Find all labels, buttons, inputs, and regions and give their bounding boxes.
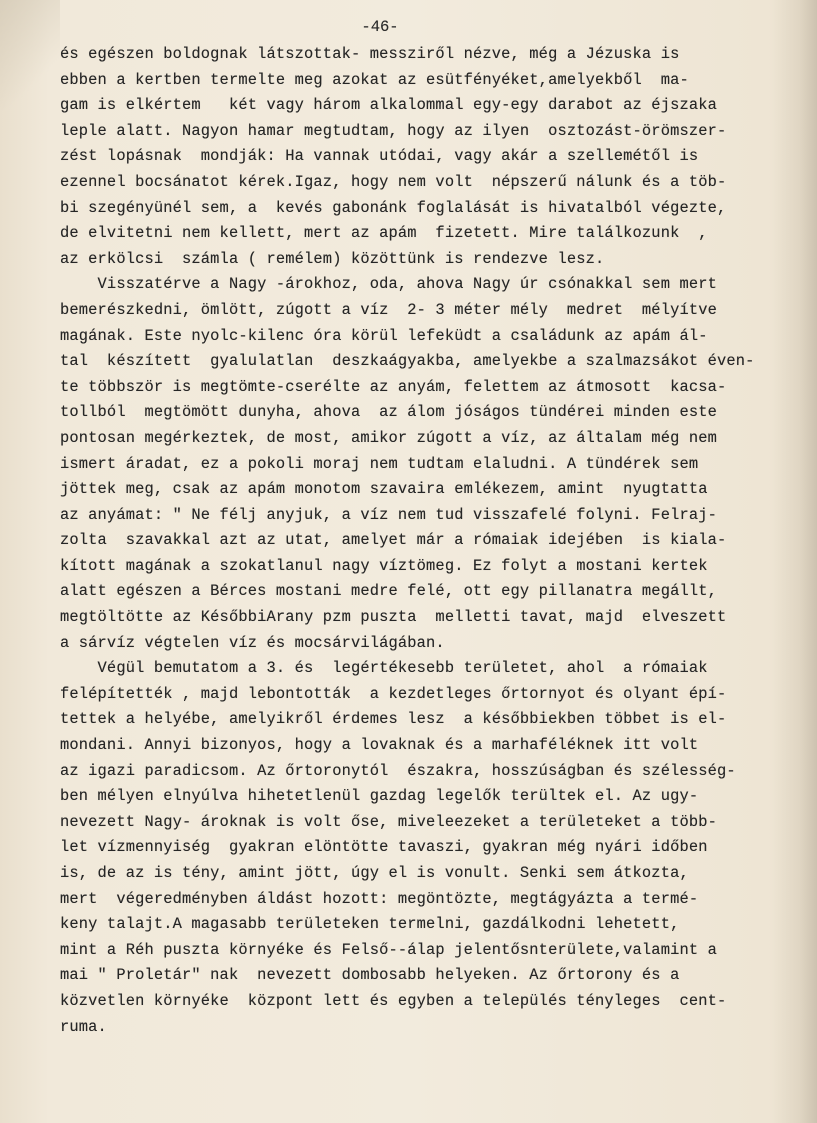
text-line: felépítették , majd lebontották a kezdetleges őrtornyot és olyant épí- [60,684,727,703]
text-line: a sárvíz végtelen víz és mocsárvilágában. [60,633,445,652]
text-line: magának. Este nyolc-kilenc óra körül lefeküdt a családunk az apám ál- [60,326,708,345]
text-line: mondani. Annyi bizonyos, hogy a lovaknak és a marhaféléknek itt volt [60,736,699,755]
text-line: bemerészkedni, ömlött, zúgott a víz 2- 3 méter mély medret mélyítve [60,300,718,319]
text-line: alatt egészen a Bérces mostani medre felé, ott egy pillanatra megállt, [60,582,718,601]
text-line: tal készített gyalulatlan deszkaágyakba, amelyekbe a szalmazsákot éven- [60,352,755,371]
text-line: jöttek meg, csak az apám monotom szavaira emlékezem, amint nyugtatta [60,480,708,499]
text-line: leple alatt. Nagyon hamar megtudtam, hogy az ilyen osztozást-örömszer- [60,121,727,140]
text-line: is, de az is tény, amint jött, úgy el is vonult. Senki sem átkozta, [60,864,689,882]
text-line: keny talajt.A magasabb területeken termelni, gazdálkodni lehetett, [60,915,680,934]
text-line: ben mélyen elnyúlva hihetetlenül gazdag legelők terültek el. Az ugy- [60,787,699,806]
text-line: és egészen boldognak látszottak- messziről nézve, még a Jézuska is [60,45,680,63]
page-number: -46- [361,18,399,36]
text-line: az erkölcsi számla ( remélem) közöttünk is rendezve lesz. [60,249,605,268]
text-line: megtöltötte az KésőbbiArany pzm puszta melletti tavat, majd elveszett [60,608,727,627]
text-line: te többször is megtömte-cserélte az anyám, felettem az átmosott kacsa- [60,377,727,396]
text-line: ebben a kertben termelte meg azokat az esütfényéket,amelyekből ma- [60,70,689,89]
text-line: ezennel bocsánatot kérek.Igaz, hogy nem volt népszerű nálunk és a töb- [60,172,727,191]
text-line: zést lopásnak mondják: Ha vannak utódai, vagy akár a szellemétől is [60,147,699,166]
text-line: gam is elkértem két vagy három alkalommal egy-egy darabot az éjszaka [60,96,718,115]
text-line: ismert áradat, ez a pokoli moraj nem tudtam elaludni. A tündérek sem [60,454,699,473]
paper-fold-shadow [0,0,60,110]
text-line: kított magának a szokatlanul nagy víztömeg. Ez folyt a mostani kertek [60,556,708,575]
text-line: az anyámat: " Ne félj anyjuk, a víz nem tud visszafelé folyni. Felraj- [60,505,718,524]
text-line: Visszatérve a Nagy -árokhoz, oda, ahova Nagy úr csónakkal sem mert [60,275,718,294]
text-line: bi szegényünél sem, a kevés gabonánk foglalását is hivatalból végezte, [60,198,727,217]
body-text [60,42,766,1040]
text-line: nevezett Nagy- ároknak is volt őse, miveleezeket a területeket a több- [60,812,718,831]
text-line: Végül bemutatom a 3. és legértékesebb területet, ahol a rómaiak [60,659,708,678]
text-line: tettek a helyébe, amelyikről érdemes lesz a későbbiekben többet is el- [60,710,727,729]
text-line: mint a Réh puszta környéke és Felső--álap jelentősnterülete,valamint a [60,940,718,959]
text-line: pontosan megérkeztek, de most, amikor zúgott a víz, az általam még nem [60,428,718,447]
text-line: ruma. [60,1017,107,1036]
text-line: zolta szavakkal azt az utat, amelyet már a rómaiak idejében is kiala- [60,531,727,550]
text-line: mai " Proletár" nak nevezett dombosabb helyeken. Az őrtorony és a [60,966,680,985]
text-line: tollból megtömött dunyha, ahova az álom jóságos tündérei minden este [60,403,718,422]
paper-edge-shadow [773,0,817,1123]
text-line: közvetlen környéke központ lett és egyben a település tényleges cent- [60,991,727,1010]
text-line: mert végeredményben áldást hozott: megöntözte, megtágyázta a termé- [60,889,699,908]
text-line: az igazi paradicsom. Az őrtoronytól északra, hosszúságban és szélesség- [60,761,736,780]
text-line: de elvitetni nem kellett, mert az apám fizetett. Mire találkozunk , [60,224,708,243]
text-line: let vízmennyiség gyakran elöntötte tavaszi, gyakran még nyári időben [60,838,708,857]
